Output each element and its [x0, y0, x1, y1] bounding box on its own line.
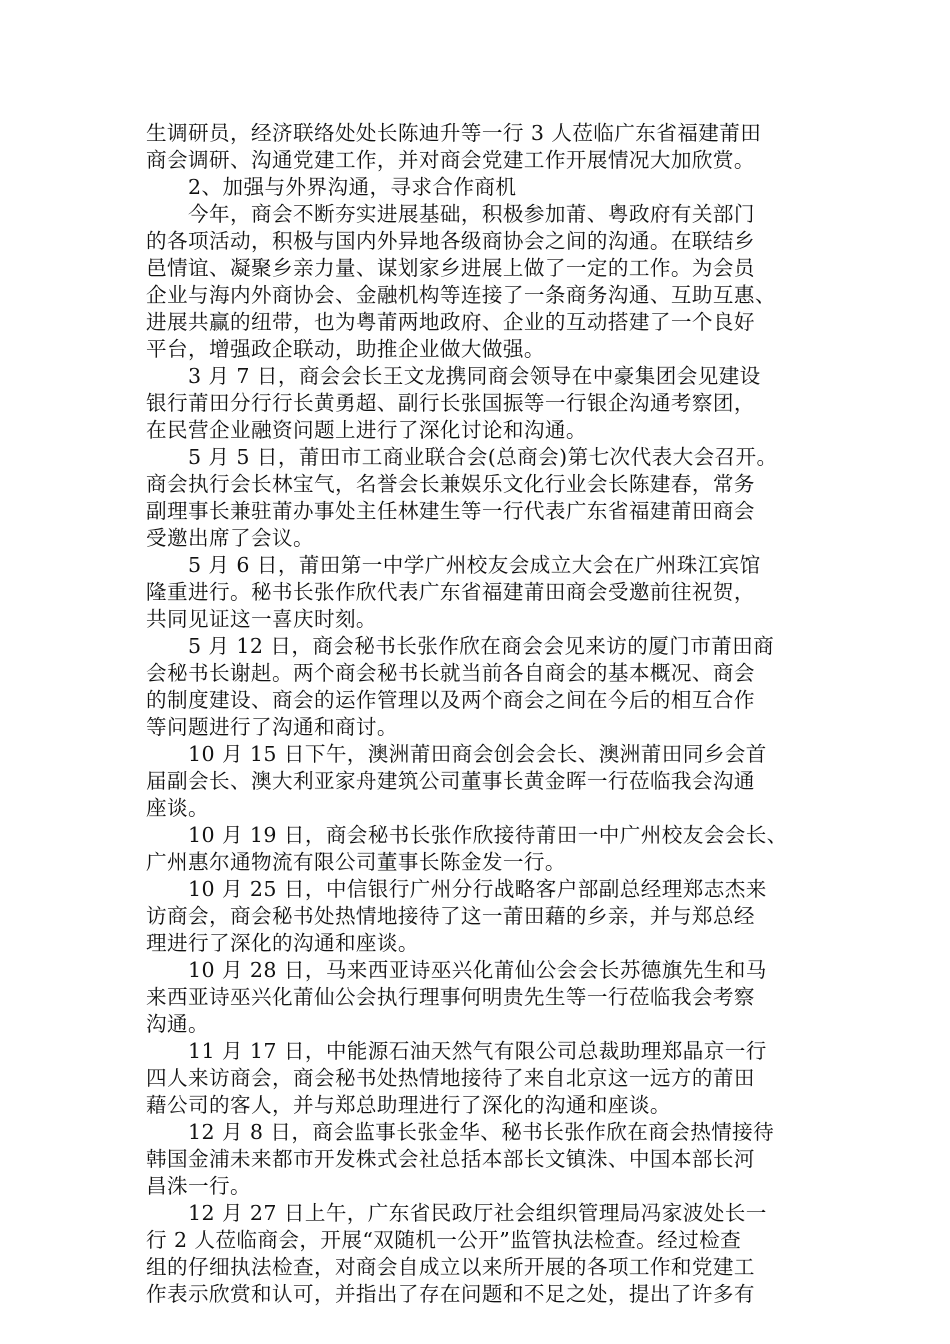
text-line: 广州惠尔通物流有限公司董事长陈金发一行。 [146, 850, 566, 874]
text-line: 10 月 19 日，商会秘书长张作欣接待莆田一中广州校友会会长、 [146, 823, 788, 847]
section-heading: 2、加强与外界沟通，寻求合作商机 [146, 175, 517, 199]
text-line: 座谈。 [146, 796, 209, 820]
text-line: 10 月 28 日，马来西亚诗巫兴化莆仙公会会长苏德旗先生和马 [146, 958, 767, 982]
text-line: 会秘书长谢赳。两个商会秘书长就当前各自商会的基本概况、商会 [146, 661, 755, 685]
text-line: 隆重进行。秘书长张作欣代表广东省福建莆田商会受邀前往祝贺， [146, 580, 755, 604]
text-line: 四人来访商会，商会秘书处热情地接待了来自北京这一远方的莆田 [146, 1066, 755, 1090]
text-line: 届副会长、澳大利亚家舟建筑公司董事长黄金晖一行莅临我会沟通 [146, 769, 755, 793]
text-line: 来西亚诗巫兴化莆仙公会执行理事何明贵先生等一行莅临我会考察 [146, 985, 755, 1009]
text-line: 的各项活动，积极与国内外异地各级商协会之间的沟通。在联结乡 [146, 229, 755, 253]
text-line: 共同见证这一喜庆时刻。 [146, 607, 377, 631]
text-line: 10 月 25 日，中信银行广州分行战略客户部副总经理郑志杰来 [146, 877, 767, 901]
text-line: 访商会，商会秘书处热情地接待了这一莆田藉的乡亲，并与郑总经 [146, 904, 755, 928]
text-line: 受邀出席了会议。 [146, 526, 314, 550]
text-line: 3 月 7 日，商会会长王文龙携同商会领导在中豪集团会见建设 [146, 364, 761, 388]
text-line: 副理事长兼驻莆办事处主任林建生等一行代表广东省福建莆田商会 [146, 499, 755, 523]
text-line: 生调研员，经济联络处处长陈迪升等一行 3 人莅临广东省福建莆田 [146, 121, 762, 145]
text-line: 11 月 17 日，中能源石油天然气有限公司总裁助理郑晶京一行 [146, 1039, 767, 1063]
text-line: 平台，增强政企联动，助推企业做大做强。 [146, 337, 545, 361]
text-line: 12 月 27 日上午，广东省民政厅社会组织管理局冯家波处长一 [146, 1201, 767, 1225]
text-line: 邑情谊、凝聚乡亲力量、谋划家乡进展上做了一定的工作。为会员 [146, 256, 755, 280]
text-line: 10 月 15 日下午，澳洲莆田商会创会会长、澳洲莆田同乡会首 [146, 742, 767, 766]
text-line: 组的仔细执法检查，对商会自成立以来所开展的各项工作和党建工 [146, 1255, 755, 1279]
text-line: 在民营企业融资问题上进行了深化讨论和沟通。 [146, 418, 587, 442]
text-line: 12 月 8 日，商会监事长张金华、秘书长张作欣在商会热情接待 [146, 1120, 775, 1144]
text-line: 理进行了深化的沟通和座谈。 [146, 931, 419, 955]
text-line: 5 月 5 日，莆田市工商业联合会(总商会)第七次代表大会召开。 [146, 445, 778, 469]
text-line: 沟通。 [146, 1012, 209, 1036]
text-line: 商会调研、沟通党建工作，并对商会党建工作开展情况大加欣赏。 [146, 148, 755, 172]
text-line: 的制度建设、商会的运作管理以及两个商会之间在今后的相互合作 [146, 688, 755, 712]
text-line: 藉公司的客人，并与郑总助理进行了深化的沟通和座谈。 [146, 1093, 671, 1117]
text-line: 昌洙一行。 [146, 1174, 251, 1198]
text-line: 韩国金浦未来都市开发株式会社总括本部长文镇洙、中国本部长河 [146, 1147, 755, 1171]
text-line: 5 月 12 日，商会秘书长张作欣在商会会见来访的厦门市莆田商 [146, 634, 775, 658]
text-line: 5 月 6 日，莆田第一中学广州校友会成立大会在广州珠江宾馆 [146, 553, 761, 577]
text-line: 等问题进行了沟通和商讨。 [146, 715, 398, 739]
text-line: 企业与海内外商协会、金融机构等连接了一条商务沟通、互助互惠、 [146, 283, 776, 307]
text-line: 商会执行会长林宝气，名誉会长兼娱乐文化行业会长陈建春，常务 [146, 472, 755, 496]
text-line: 今年，商会不断夯实进展基础，积极参加莆、粤政府有关部门 [146, 202, 755, 226]
text-line: 银行莆田分行行长黄勇超、副行长张国振等一行银企沟通考察团， [146, 391, 755, 415]
text-line: 作表示欣赏和认可，并指出了存在问题和不足之处，提出了许多有 [146, 1282, 755, 1306]
text-line: 行 2 人莅临商会，开展“双随机一公开”监管执法检查。经过检查 [146, 1228, 742, 1252]
document-body [146, 120, 814, 1308]
text-line: 进展共赢的纽带，也为粤莆两地政府、企业的互动搭建了一个良好 [146, 310, 755, 334]
